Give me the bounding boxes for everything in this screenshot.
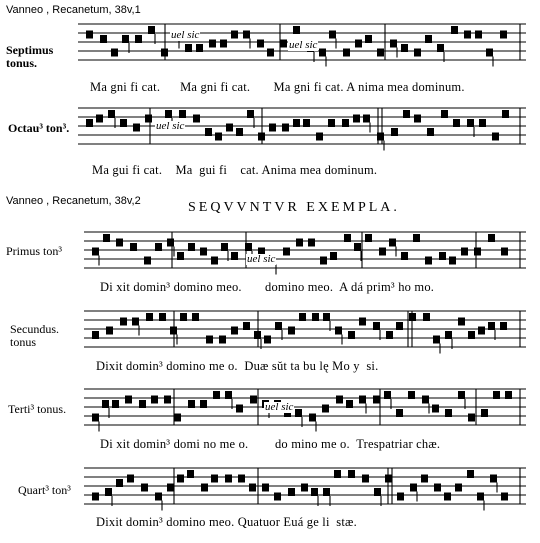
- neume: [103, 234, 110, 242]
- neume: [444, 493, 451, 501]
- lyric-primus: Di xit domin³ domino meo. domino meo. A dá prim³ ho mo.: [100, 280, 435, 294]
- neume: [346, 400, 353, 408]
- neume: [155, 243, 162, 251]
- neume: [201, 484, 208, 492]
- tone-label-quartus: Quart³ ton³: [18, 483, 71, 497]
- neume: [267, 49, 274, 57]
- neume: [225, 475, 232, 483]
- neume: [323, 488, 330, 496]
- manuscript-mark: uel sic: [265, 401, 294, 413]
- neume: [458, 391, 465, 399]
- neume: [391, 128, 398, 136]
- neume: [374, 488, 381, 496]
- neume: [120, 318, 127, 326]
- neume: [377, 49, 384, 57]
- neume: [309, 414, 316, 422]
- neume: [275, 322, 282, 330]
- lyric-secundus: Dixit domin³ domino me o. Duæ sŭt ta bu lę Mo y si.: [96, 359, 379, 373]
- manuscript-mark: uel sic: [289, 39, 318, 51]
- neume: [177, 475, 184, 483]
- neume: [225, 391, 232, 399]
- neume: [342, 119, 349, 127]
- neume: [396, 409, 403, 417]
- neume: [231, 31, 238, 39]
- neume: [132, 318, 139, 326]
- neume: [283, 248, 290, 256]
- neume: [478, 327, 485, 335]
- neume: [344, 234, 351, 242]
- source-caption-2: Vanneo , Recanetum, 38v,2: [6, 195, 141, 207]
- neume: [359, 396, 366, 404]
- neume: [312, 313, 319, 321]
- neume: [408, 391, 415, 399]
- neume: [467, 470, 474, 478]
- neume: [355, 40, 362, 48]
- neume: [96, 115, 103, 123]
- neume: [170, 327, 177, 335]
- tone-label-tertius: Terti³ tonus.: [8, 402, 67, 416]
- neume: [401, 44, 408, 52]
- neume: [92, 414, 99, 422]
- neume: [389, 239, 396, 247]
- neume: [257, 40, 264, 48]
- neume: [455, 484, 462, 492]
- neume: [141, 484, 148, 492]
- neume: [500, 322, 507, 330]
- neume: [209, 40, 216, 48]
- neume: [295, 409, 302, 417]
- neume: [390, 40, 397, 48]
- neume: [177, 252, 184, 260]
- neume: [348, 470, 355, 478]
- neume: [433, 336, 440, 344]
- neume: [161, 49, 168, 57]
- neume: [180, 313, 187, 321]
- neume: [386, 331, 393, 339]
- neume: [159, 313, 166, 321]
- neume: [92, 331, 99, 339]
- neume: [200, 400, 207, 408]
- neume: [414, 115, 421, 123]
- neume: [188, 243, 195, 251]
- neume: [205, 128, 212, 136]
- neume: [475, 31, 482, 39]
- neume: [188, 400, 195, 408]
- neume: [437, 44, 444, 52]
- neume: [468, 414, 475, 422]
- manuscript-mark: uel sic: [247, 253, 276, 265]
- neume: [501, 493, 508, 501]
- neume: [458, 318, 465, 326]
- neume: [116, 479, 123, 487]
- neume: [145, 115, 152, 123]
- neume: [432, 405, 439, 413]
- neume: [441, 110, 448, 118]
- neume: [249, 484, 256, 492]
- lyric-septimus: Ma gni fi cat. Ma gni fi cat. Ma gni fi cat. A nima mea dominum.: [90, 80, 465, 94]
- neume: [377, 133, 384, 141]
- neume: [385, 475, 392, 483]
- neume: [130, 243, 137, 251]
- lyric-tertius: Di xit domin³ domi no me o. do mino me o. Trespatriar chæ.: [100, 437, 441, 451]
- neume: [293, 26, 300, 34]
- neume: [254, 331, 261, 339]
- neume: [413, 234, 420, 242]
- neume: [422, 396, 429, 404]
- neume: [401, 252, 408, 260]
- neume: [86, 31, 93, 39]
- neume: [486, 49, 493, 57]
- neume: [151, 396, 158, 404]
- neume: [359, 318, 366, 326]
- tone-label-primus: Primus ton³: [6, 244, 62, 258]
- neume: [468, 331, 475, 339]
- neume: [288, 488, 295, 496]
- neume: [231, 327, 238, 335]
- neume: [502, 110, 509, 118]
- neume: [451, 26, 458, 34]
- neume: [329, 31, 336, 39]
- tone-label-septimus: Septimus tonus.: [6, 43, 54, 70]
- neume: [467, 119, 474, 127]
- neume: [280, 40, 287, 48]
- neume: [106, 327, 113, 335]
- neume: [299, 313, 306, 321]
- staff: [84, 389, 526, 432]
- neume: [421, 475, 428, 483]
- neume: [362, 475, 369, 483]
- neume: [220, 40, 227, 48]
- neume: [108, 110, 115, 118]
- neume: [461, 248, 468, 256]
- neume: [343, 49, 350, 57]
- neume: [505, 391, 512, 399]
- neume: [410, 484, 417, 492]
- neume: [167, 484, 174, 492]
- staff: [84, 232, 526, 275]
- neume: [330, 252, 337, 260]
- neume: [425, 35, 432, 43]
- source-caption-1: Vanneo , Recanetum, 38v,1: [6, 4, 141, 16]
- neume: [144, 257, 151, 265]
- neume: [236, 405, 243, 413]
- staff: [84, 311, 526, 354]
- neume: [348, 331, 355, 339]
- exempla-heading: SEQVVNTVR EXEMPLA.: [188, 200, 400, 215]
- tone-label-octavus: Octau³ ton³.: [8, 121, 70, 135]
- neume: [425, 257, 432, 265]
- neume: [379, 248, 386, 256]
- neume: [414, 49, 421, 57]
- neume: [488, 322, 495, 330]
- neume: [226, 124, 233, 132]
- neume: [243, 322, 250, 330]
- neume: [92, 493, 99, 501]
- neume: [293, 119, 300, 127]
- neume: [282, 124, 289, 132]
- lyric-quartus: Dixit domin³ domino meo. Quatuor Euá ge li stæ.: [96, 515, 357, 529]
- manuscript-mark: uel sic: [156, 120, 185, 132]
- neume: [250, 396, 257, 404]
- neume: [365, 35, 372, 43]
- neume: [423, 313, 430, 321]
- neume: [336, 396, 343, 404]
- neume: [319, 49, 326, 57]
- neume: [146, 313, 153, 321]
- neume: [112, 400, 119, 408]
- neume: [264, 336, 271, 344]
- neume: [215, 133, 222, 141]
- neume: [481, 409, 488, 417]
- neume: [231, 252, 238, 260]
- neume: [373, 396, 380, 404]
- neume: [328, 119, 335, 127]
- neume: [409, 313, 416, 321]
- staff: [84, 468, 526, 511]
- neume: [500, 31, 507, 39]
- neume: [213, 391, 220, 399]
- neume: [86, 119, 93, 127]
- neume: [449, 257, 456, 265]
- neume: [477, 493, 484, 501]
- neume: [179, 110, 186, 118]
- tone-label-secundus: Secundus. tonus: [10, 322, 59, 349]
- neume: [165, 110, 172, 118]
- neume: [111, 49, 118, 57]
- neume: [274, 493, 281, 501]
- neume: [258, 133, 265, 141]
- manuscript-mark: uel sic: [171, 29, 200, 41]
- neume: [167, 239, 174, 247]
- neume: [322, 405, 329, 413]
- neume: [303, 119, 310, 127]
- neume: [92, 248, 99, 256]
- neume: [288, 327, 295, 335]
- neume: [139, 400, 146, 408]
- neume: [122, 35, 129, 43]
- neume: [174, 414, 181, 422]
- neume: [439, 252, 446, 260]
- neume: [320, 257, 327, 265]
- neume: [211, 475, 218, 483]
- lyric-octavus: Ma gui fi cat. Ma gui fi cat. Anima mea dominum.: [92, 163, 378, 177]
- neume: [262, 484, 269, 492]
- neume: [247, 110, 254, 118]
- neume: [301, 484, 308, 492]
- neume: [396, 322, 403, 330]
- neume: [221, 243, 228, 251]
- neume: [384, 391, 391, 399]
- neume: [238, 475, 245, 483]
- neume: [127, 475, 134, 483]
- neume: [236, 128, 243, 136]
- neume: [434, 484, 441, 492]
- neume: [479, 119, 486, 127]
- neume: [373, 322, 380, 330]
- neume: [135, 35, 142, 43]
- staff: [78, 108, 526, 151]
- neume: [334, 470, 341, 478]
- neume: [116, 239, 123, 247]
- neume: [219, 336, 226, 344]
- neume: [200, 248, 207, 256]
- neume: [490, 475, 497, 483]
- neume: [445, 331, 452, 339]
- neume: [403, 110, 410, 118]
- neume: [492, 133, 499, 141]
- neume: [365, 234, 372, 242]
- neume: [445, 409, 452, 417]
- neume: [245, 243, 252, 251]
- neume: [187, 470, 194, 478]
- neume: [269, 124, 276, 132]
- neume: [120, 119, 127, 127]
- neume: [474, 248, 481, 256]
- neume: [335, 327, 342, 335]
- neume: [493, 391, 500, 399]
- neume: [316, 133, 323, 141]
- neume: [427, 128, 434, 136]
- neume: [185, 44, 192, 52]
- neume: [192, 313, 199, 321]
- neume: [125, 396, 132, 404]
- neume: [102, 400, 109, 408]
- neume: [363, 115, 370, 123]
- neume: [308, 239, 315, 247]
- neume: [164, 396, 171, 404]
- neume: [323, 313, 330, 321]
- neume: [243, 31, 250, 39]
- neume: [148, 26, 155, 34]
- neume: [353, 115, 360, 123]
- neume: [196, 44, 203, 52]
- neume: [464, 31, 471, 39]
- neume: [311, 488, 318, 496]
- neume: [105, 488, 112, 496]
- neume: [100, 35, 107, 43]
- neume: [354, 243, 361, 251]
- neume: [501, 248, 508, 256]
- neume: [133, 124, 140, 132]
- neume: [296, 239, 303, 247]
- neume: [206, 336, 213, 344]
- neume: [488, 234, 495, 242]
- neume: [211, 257, 218, 265]
- neume: [397, 493, 404, 501]
- neume: [453, 119, 460, 127]
- neume: [155, 493, 162, 501]
- neume: [193, 115, 200, 123]
